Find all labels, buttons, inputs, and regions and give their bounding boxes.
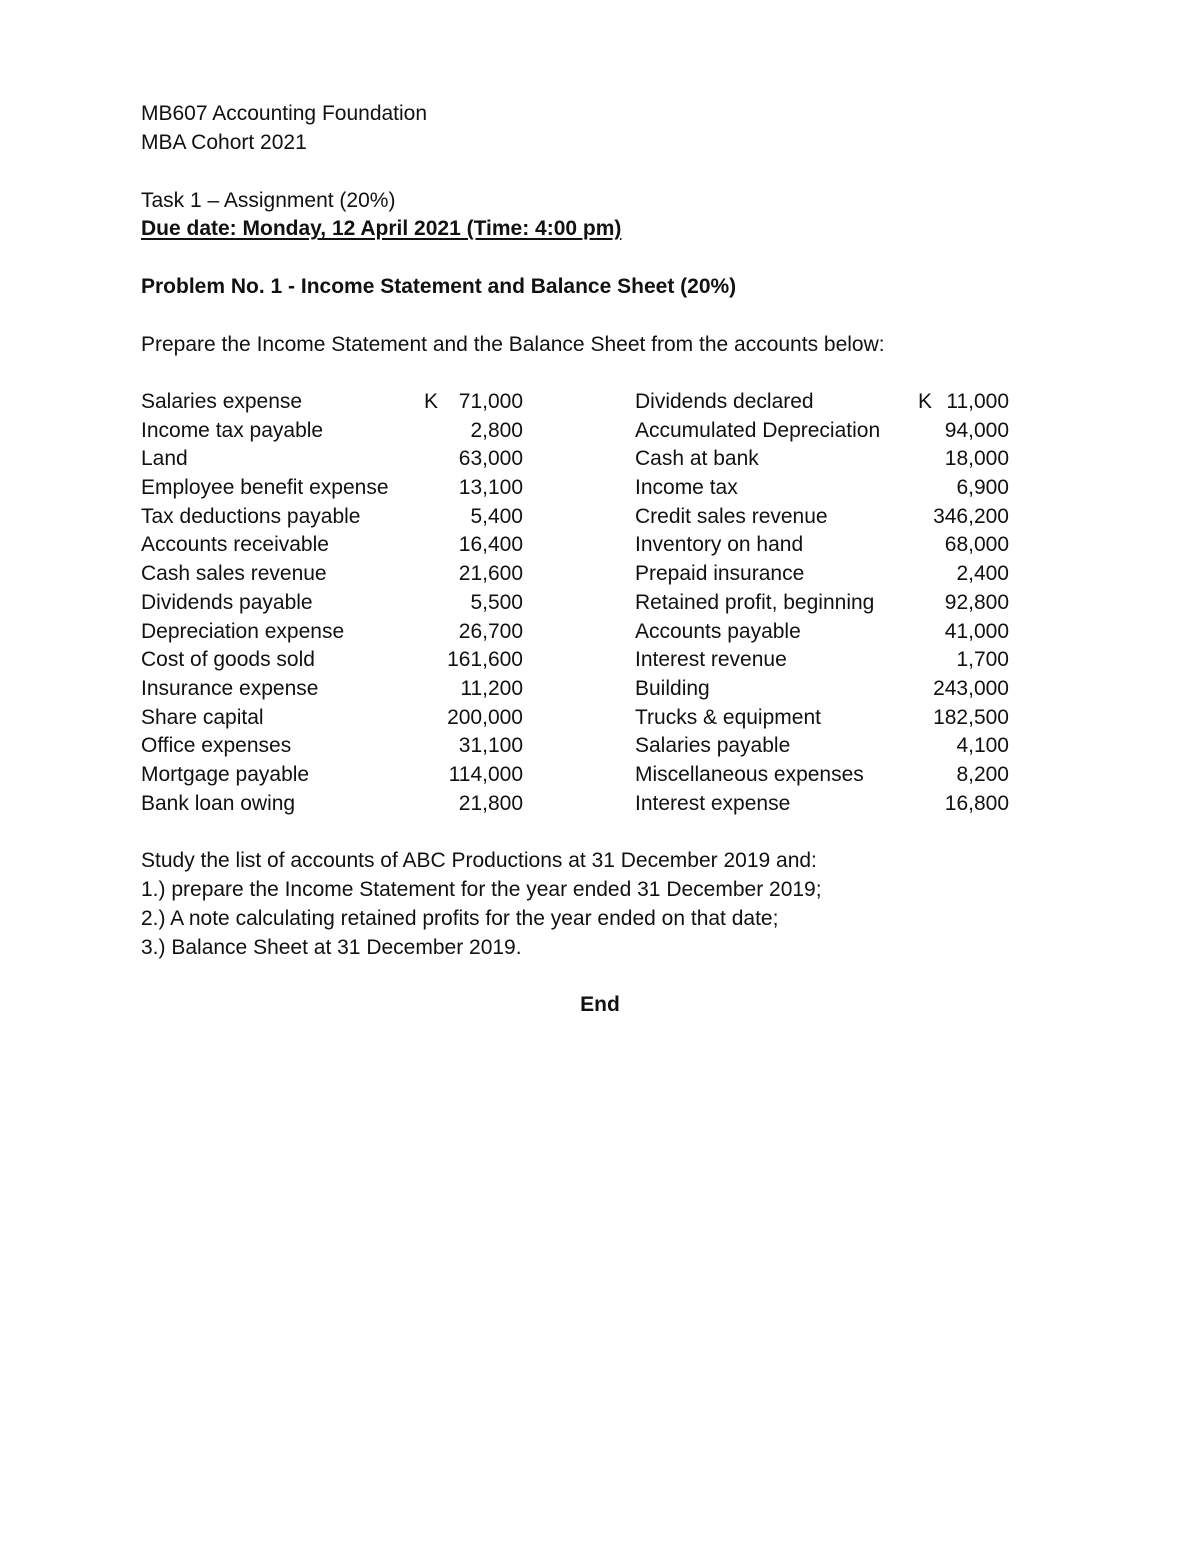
account-value: 5,500	[470, 590, 523, 614]
account-value: 63,000	[458, 447, 523, 471]
problem-title: Problem No. 1 - Income Statement and Balance Sheet (20%)	[141, 275, 737, 298]
table-row	[141, 618, 1021, 647]
table-row	[141, 589, 1021, 618]
currency-symbol: K	[424, 390, 439, 413]
account-value: 26,700	[458, 619, 523, 643]
account-label: Credit sales revenue	[635, 504, 828, 528]
account-label: Share capital	[141, 705, 264, 729]
account-value: 8,200	[956, 762, 1009, 786]
account-value: 182,500	[933, 705, 1009, 729]
account-label: Office expenses	[141, 734, 292, 758]
account-value: 18,000	[944, 447, 1009, 471]
table-row	[141, 732, 1021, 761]
table-row	[141, 761, 1021, 790]
account-value: 11,000	[946, 390, 1009, 413]
account-label: Accumulated Depreciation	[635, 418, 881, 442]
account-value: 4,100	[956, 734, 1009, 758]
account-label: Income tax	[635, 476, 738, 500]
account-value: 2,800	[470, 418, 523, 442]
cohort-label: MBA Cohort 2021	[141, 131, 307, 154]
account-label: Trucks & equipment	[635, 705, 821, 729]
account-value: 5,400	[470, 504, 523, 528]
account-label: Income tax payable	[141, 418, 324, 442]
account-label: Dividends declared	[635, 390, 814, 413]
account-label: Land	[141, 447, 188, 471]
account-value: 71,000	[458, 390, 523, 413]
account-label: Insurance expense	[141, 676, 319, 700]
course-title: MB607 Accounting Foundation	[141, 102, 428, 125]
account-value: 31,100	[458, 734, 523, 758]
account-label: Interest expense	[635, 791, 791, 815]
account-label: Mortgage payable	[141, 762, 310, 786]
account-label: Miscellaneous expenses	[635, 762, 864, 786]
table-row	[141, 560, 1021, 589]
study-intro: Study the list of accounts of ABC Productions at 31 December 2019 and:	[141, 849, 817, 872]
table-row	[141, 790, 1021, 819]
account-label: Accounts receivable	[141, 533, 329, 557]
account-value: 2,400	[956, 562, 1009, 586]
account-value: 13,100	[458, 476, 523, 500]
account-label: Cost of goods sold	[141, 648, 315, 672]
account-value: 21,800	[458, 791, 523, 815]
account-label: Salaries expense	[141, 390, 303, 413]
table-row	[141, 704, 1021, 733]
account-label: Employee benefit expense	[141, 476, 389, 500]
account-value: 1,700	[956, 648, 1009, 672]
account-value: 21,600	[458, 562, 523, 586]
account-label: Cash sales revenue	[141, 562, 327, 586]
account-value: 94,000	[944, 418, 1009, 442]
account-value: 200,000	[447, 705, 523, 729]
account-label: Building	[635, 676, 710, 700]
accounts-table	[141, 388, 1021, 818]
currency-symbol: K	[918, 390, 933, 413]
account-value: 243,000	[933, 676, 1009, 700]
due-date: Due date: Monday, 12 April 2021 (Time: 4:00 pm)	[141, 217, 622, 240]
account-label: Interest revenue	[635, 648, 787, 672]
table-row	[141, 417, 1021, 446]
account-value: 68,000	[944, 533, 1009, 557]
account-label: Tax deductions payable	[141, 504, 361, 528]
account-label: Dividends payable	[141, 590, 313, 614]
table-row	[141, 646, 1021, 675]
account-value: 16,400	[458, 533, 523, 557]
account-label: Accounts payable	[635, 619, 801, 643]
account-label: Cash at bank	[635, 447, 759, 471]
table-row	[141, 503, 1021, 532]
study-item-3: 3.) Balance Sheet at 31 December 2019.	[141, 936, 522, 959]
table-row	[141, 445, 1021, 474]
account-value: 92,800	[944, 590, 1009, 614]
table-row	[141, 474, 1021, 503]
account-value: 41,000	[944, 619, 1009, 643]
end-label: End	[580, 993, 620, 1016]
problem-instruction: Prepare the Income Statement and the Balance Sheet from the accounts below:	[141, 333, 885, 356]
study-item-2: 2.) A note calculating retained profits for the year ended on that date;	[141, 907, 779, 930]
account-value: 11,200	[460, 676, 523, 700]
account-label: Inventory on hand	[635, 533, 804, 557]
account-label: Salaries payable	[635, 734, 791, 758]
account-value: 6,900	[956, 476, 1009, 500]
table-row	[141, 531, 1021, 560]
table-row	[141, 388, 1021, 417]
table-row	[141, 675, 1021, 704]
task-label: Task 1 – Assignment (20%)	[141, 189, 396, 212]
account-value: 346,200	[933, 504, 1009, 528]
account-value: 16,800	[944, 791, 1009, 815]
account-value: 161,600	[447, 648, 523, 672]
account-value: 114,000	[448, 762, 523, 786]
account-label: Depreciation expense	[141, 619, 345, 643]
account-label: Bank loan owing	[141, 791, 296, 815]
study-item-1: 1.) prepare the Income Statement for the year ended 31 December 2019;	[141, 878, 822, 901]
account-label: Retained profit, beginning	[635, 590, 875, 614]
account-label: Prepaid insurance	[635, 562, 805, 586]
